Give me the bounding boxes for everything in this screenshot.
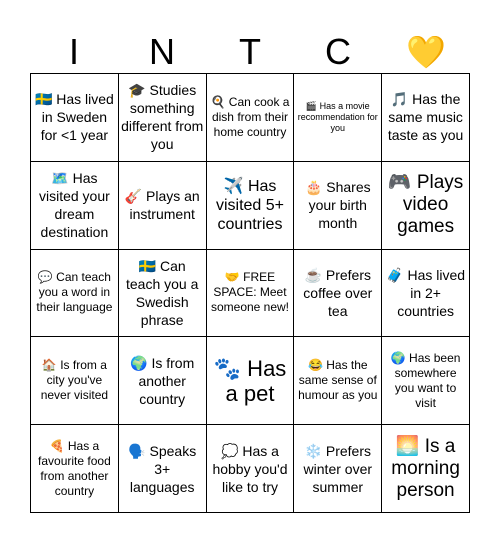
bingo-cell-r3c5[interactable]: [382, 250, 470, 338]
cell-text: 🌅 Is a morning person: [391, 435, 460, 501]
bingo-cell-r5c2[interactable]: [119, 425, 207, 513]
bingo-cell-r3c2[interactable]: [119, 250, 207, 338]
cell-text: 🏠 Is from a city you've never visited: [40, 358, 109, 403]
bingo-cell-r4c1[interactable]: [31, 337, 119, 425]
cell-text: 💭 Has a hobby you'd like to try: [212, 442, 288, 495]
bingo-header: [30, 30, 470, 74]
cell-text: 🗣️ Speaks 3+ languages: [128, 442, 197, 495]
bingo-cell-r2c3[interactable]: [207, 162, 295, 250]
cell-text: 🇸🇪 Has lived in Sweden for <1 year: [34, 91, 114, 144]
cell-text: ❄️ Prefers winter over summer: [303, 442, 373, 495]
bingo-cell-r4c5[interactable]: [382, 337, 470, 425]
bingo-grid: [30, 73, 470, 513]
cell-text: 😂 Has the same sense of humour as you: [298, 358, 378, 403]
bingo-cell-r2c4[interactable]: [294, 162, 382, 250]
cell-text: 🎸 Plays an instrument: [124, 188, 200, 223]
bingo-cell-r5c4[interactable]: [294, 425, 382, 513]
cell-text: 🇸🇪 Can teach you a Swedish phrase: [126, 257, 199, 328]
cell-text: 🍳 Can cook a dish from their home country: [210, 94, 290, 139]
header-heart-icon: 💛: [406, 34, 446, 70]
free-space-cell[interactable]: [207, 250, 295, 338]
cell-text: 🍕 Has a favourite food from another country: [38, 438, 111, 498]
bingo-cell-r3c1[interactable]: [31, 250, 119, 338]
cell-text: 🎵 Has the same music taste as you: [387, 91, 464, 144]
cell-text: 🎓 Studies something different from you: [121, 82, 204, 153]
bingo-cell-r1c4[interactable]: [294, 74, 382, 162]
bingo-cell-r1c5[interactable]: [382, 74, 470, 162]
cell-text: 🎂 Shares your birth month: [304, 179, 371, 232]
cell-text: 🗺️ Has visited your dream destination: [38, 170, 110, 241]
bingo-cell-r5c5[interactable]: [382, 425, 470, 513]
bingo-cell-r4c2[interactable]: [119, 337, 207, 425]
cell-text: 💬 Can teach you a word in their language: [36, 270, 113, 315]
header-letter-i: I: [68, 31, 79, 72]
header-letter-c: C: [325, 31, 351, 72]
cell-text: 🤝 FREE SPACE: Meet someone new!: [210, 270, 290, 315]
bingo-cell-r1c3[interactable]: [207, 74, 295, 162]
cell-text: 🌍 Has been somewhere you want to visit: [390, 350, 461, 410]
bingo-cell-r3c4[interactable]: [294, 250, 382, 338]
cell-text: ✈️ Has visited 5+ countries: [215, 177, 285, 233]
cell-text: 🎮 Plays video games: [387, 172, 464, 238]
cell-text: ☕ Prefers coffee over tea: [303, 266, 373, 319]
bingo-cell-r2c5[interactable]: [382, 162, 470, 250]
bingo-cell-r4c3[interactable]: [207, 337, 295, 425]
header-letter-n: N: [149, 31, 175, 72]
bingo-cell-r5c1[interactable]: [31, 425, 119, 513]
bingo-cell-r2c2[interactable]: [119, 162, 207, 250]
cell-text: 🧳 Has lived in 2+ countries: [386, 266, 466, 319]
cell-text: 🎬 Has a movie recommendation for you: [297, 100, 378, 133]
bingo-cell-r5c3[interactable]: [207, 425, 295, 513]
bingo-cell-r2c1[interactable]: [31, 162, 119, 250]
bingo-cell-r4c4[interactable]: [294, 337, 382, 425]
cell-text: 🌍 Is from another country: [130, 354, 195, 407]
cell-text: 🐾 Has a pet: [213, 355, 287, 406]
header-letter-t: T: [239, 31, 261, 72]
bingo-cell-r1c2[interactable]: [119, 74, 207, 162]
bingo-cell-r1c1[interactable]: [31, 74, 119, 162]
